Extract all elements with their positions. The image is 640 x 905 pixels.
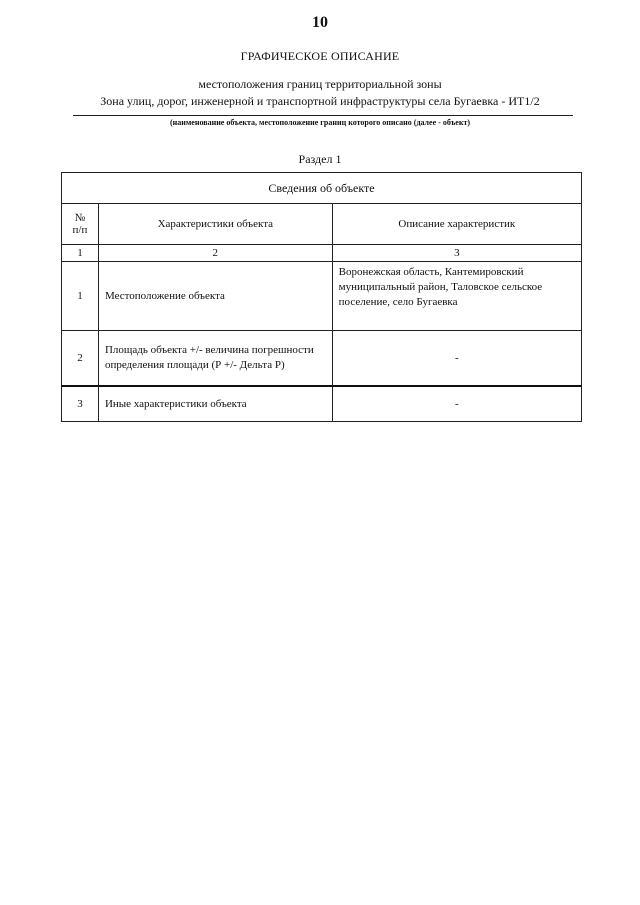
row-characteristic: Иные характеристики объекта <box>98 386 332 422</box>
object-name-caption: (наименование объекта, местоположение границ которого описано (далее - объект) <box>169 118 471 127</box>
table-header: Сведения об объекте <box>62 173 582 204</box>
section-title: Раздел 1 <box>298 152 342 166</box>
document-title: ГРАФИЧЕСКОЕ ОПИСАНИЕ <box>240 49 400 63</box>
row-description: - <box>332 331 581 387</box>
row-characteristic: Местоположение объекта <box>98 262 332 331</box>
column-header-number-label: № п/п <box>72 212 88 236</box>
row-characteristic: Площадь объекта +/- величина погрешности определения площади (Р +/- Дельта Р) <box>98 331 332 387</box>
column-header-characteristic: Характеристики объекта <box>98 204 332 245</box>
column-number-1: 1 <box>62 245 99 262</box>
row-description: Воронежская область, Кантемировский муниципальный район, Таловское сельское поселение, село Бугаевка <box>332 262 581 331</box>
table-row <box>62 331 582 387</box>
column-number-2: 2 <box>98 245 332 262</box>
column-number-3: 3 <box>332 245 581 262</box>
column-header-number <box>62 204 99 245</box>
document-subtitle-line1: местоположения границ территориальной зоны <box>198 77 442 91</box>
row-description: - <box>332 386 581 422</box>
page-number: 10 <box>312 14 328 31</box>
object-name-underline <box>73 115 573 116</box>
table-row <box>62 386 582 422</box>
row-number: 2 <box>62 331 99 387</box>
row-number: 1 <box>62 262 99 331</box>
column-header-description: Описание характеристик <box>332 204 581 245</box>
table-row <box>62 262 582 331</box>
row-number: 3 <box>62 386 99 422</box>
document-subtitle-line2: Зона улиц, дорог, инженерной и транспортной инфраструктуры села Бугаевка - ИТ1/2 <box>100 94 540 108</box>
object-info-table <box>61 172 582 422</box>
